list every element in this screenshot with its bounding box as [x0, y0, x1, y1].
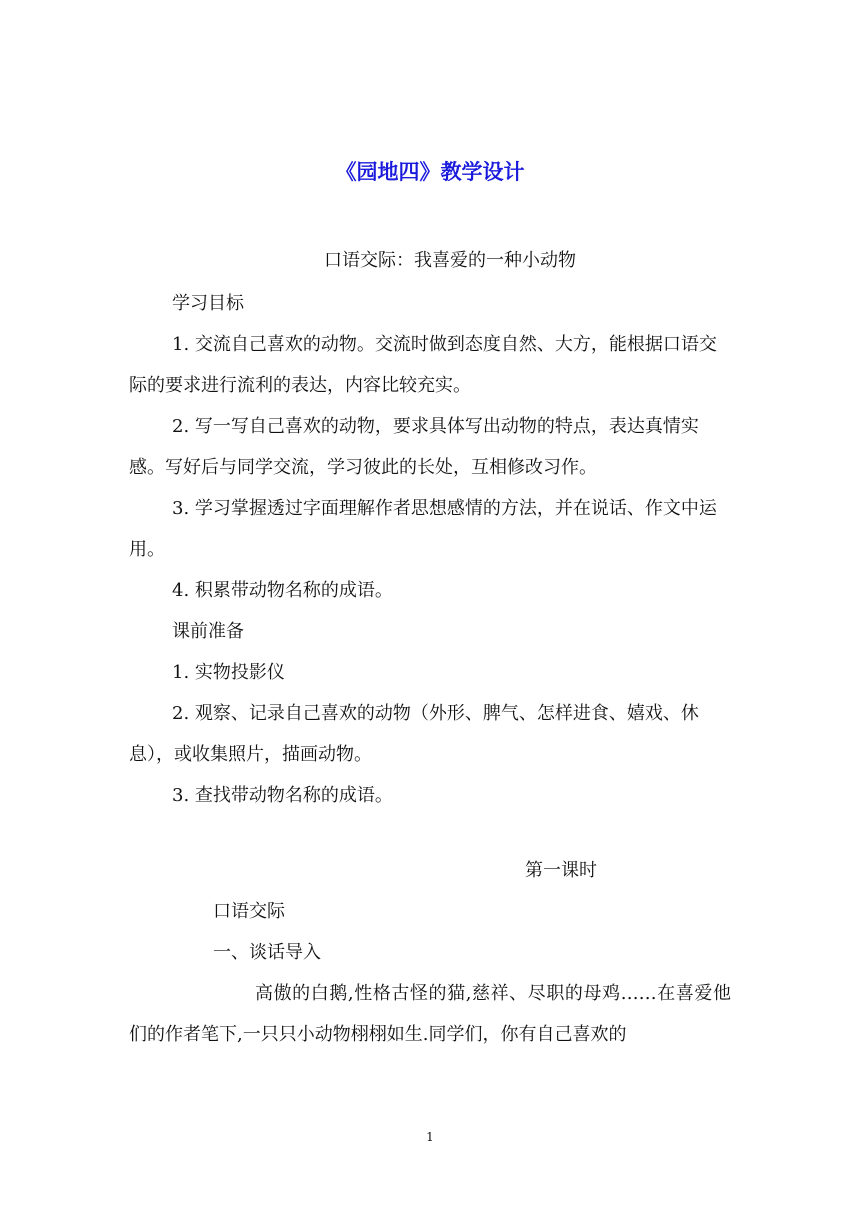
- prep-heading: 课前准备: [172, 621, 244, 642]
- goal-item: 4. 积累带动物名称的成语。: [172, 580, 393, 601]
- section-subtitle: 口语交际：我喜爱的一种小动物: [324, 250, 576, 271]
- section-heading: 口语交际: [213, 901, 285, 922]
- goal-item: 2. 写一写自己喜欢的动物，要求具体写出动物的特点，表达真情实感。写好后与同学交流，学习彼此的长处，互相修改习作。: [129, 416, 699, 478]
- lesson-section: [129, 850, 731, 1055]
- prep-item: 2. 观察、记录自己喜欢的动物（外形、脾气、怎样进食、嬉戏、休息），或收集照片，描画动物。: [129, 703, 699, 765]
- page-number: 1: [426, 1130, 434, 1144]
- goals-heading: 学习目标: [172, 293, 244, 314]
- document-title: 《园地四》教学设计: [335, 159, 525, 184]
- lesson-title: 第一课时: [525, 860, 597, 881]
- prep-item: 1. 实物投影仪: [172, 662, 285, 683]
- document-body: [129, 283, 731, 816]
- prep-item: 3. 查找带动物名称的成语。: [172, 785, 393, 806]
- step-heading: 一、谈话导入: [213, 942, 321, 963]
- goal-item: 3. 学习掌握透过字面理解作者思想感情的方法，并在说话、作文中运用。: [129, 498, 717, 560]
- intro-paragraph: 高傲的白鹅,性格古怪的猫,慈祥、尽职的母鸡……在喜爱他们的作者笔下,一只只小动物栩栩如生.同学们，你有自己喜欢的: [129, 983, 731, 1045]
- goal-item: 1. 交流自己喜欢的动物。交流时做到态度自然、大方，能根据口语交际的要求进行流利的表达，内容比较充实。: [129, 334, 717, 396]
